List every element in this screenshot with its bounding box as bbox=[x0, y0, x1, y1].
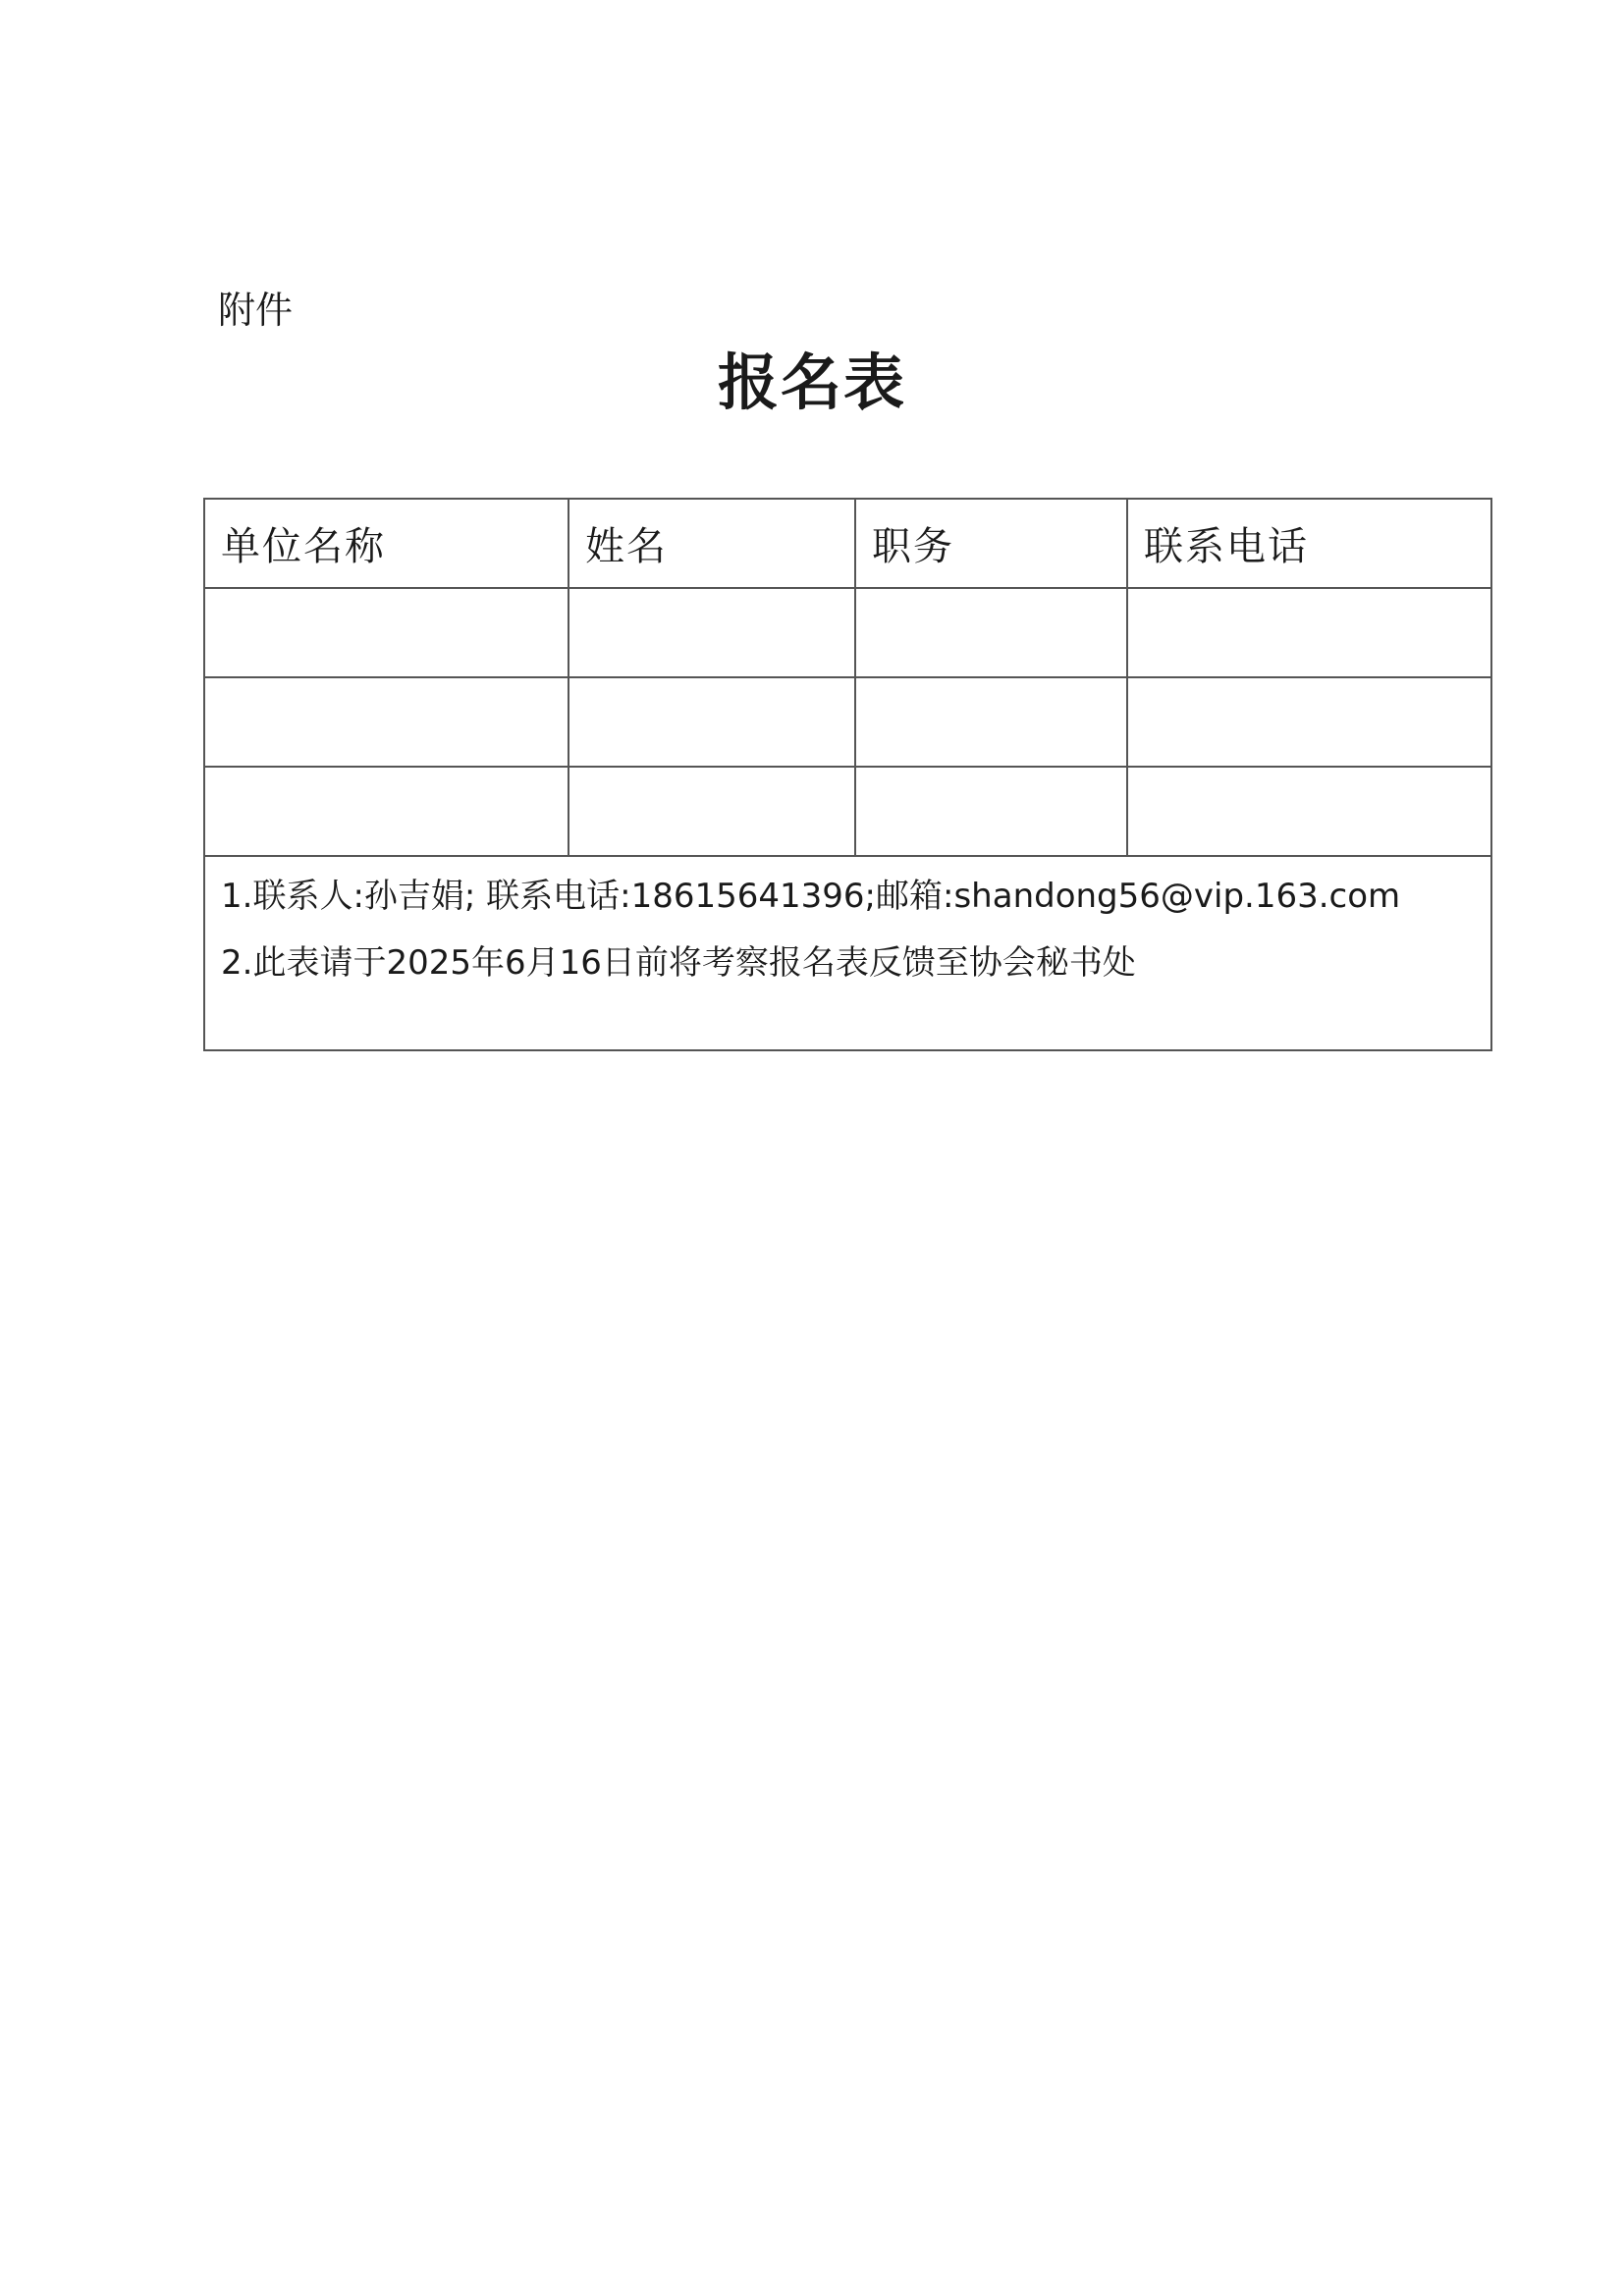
notes-row bbox=[204, 856, 1491, 1050]
cell-unit-name[interactable] bbox=[204, 677, 568, 767]
cell-position[interactable] bbox=[855, 588, 1127, 677]
note-deadline: 2.此表请于2025年6月16日前将考察报名表反馈至协会秘书处 bbox=[221, 943, 1136, 983]
cell-name[interactable] bbox=[568, 767, 855, 856]
cell-unit-name[interactable] bbox=[204, 588, 568, 677]
table-row bbox=[204, 677, 1491, 767]
cell-position[interactable] bbox=[855, 677, 1127, 767]
notes-cell bbox=[204, 856, 1491, 1050]
header-phone: 联系电话 bbox=[1127, 499, 1491, 588]
cell-name[interactable] bbox=[568, 588, 855, 677]
note-contact-info: 1.联系人:孙吉娟; 联系电话:18615641396;邮箱:shandong56@vip.163.com bbox=[221, 877, 1401, 916]
cell-unit-name[interactable] bbox=[204, 767, 568, 856]
cell-phone[interactable] bbox=[1127, 588, 1491, 677]
table-header-row bbox=[204, 499, 1491, 588]
cell-position[interactable] bbox=[855, 767, 1127, 856]
header-name: 姓名 bbox=[568, 499, 855, 588]
table-row bbox=[204, 588, 1491, 677]
header-unit-name: 单位名称 bbox=[204, 499, 568, 588]
signup-table bbox=[203, 498, 1492, 1051]
page-title: 报名表 bbox=[717, 347, 906, 418]
cell-phone[interactable] bbox=[1127, 767, 1491, 856]
header-position: 职务 bbox=[855, 499, 1127, 588]
table-row bbox=[204, 767, 1491, 856]
attachment-label: 附件 bbox=[218, 289, 294, 332]
cell-name[interactable] bbox=[568, 677, 855, 767]
cell-phone[interactable] bbox=[1127, 677, 1491, 767]
